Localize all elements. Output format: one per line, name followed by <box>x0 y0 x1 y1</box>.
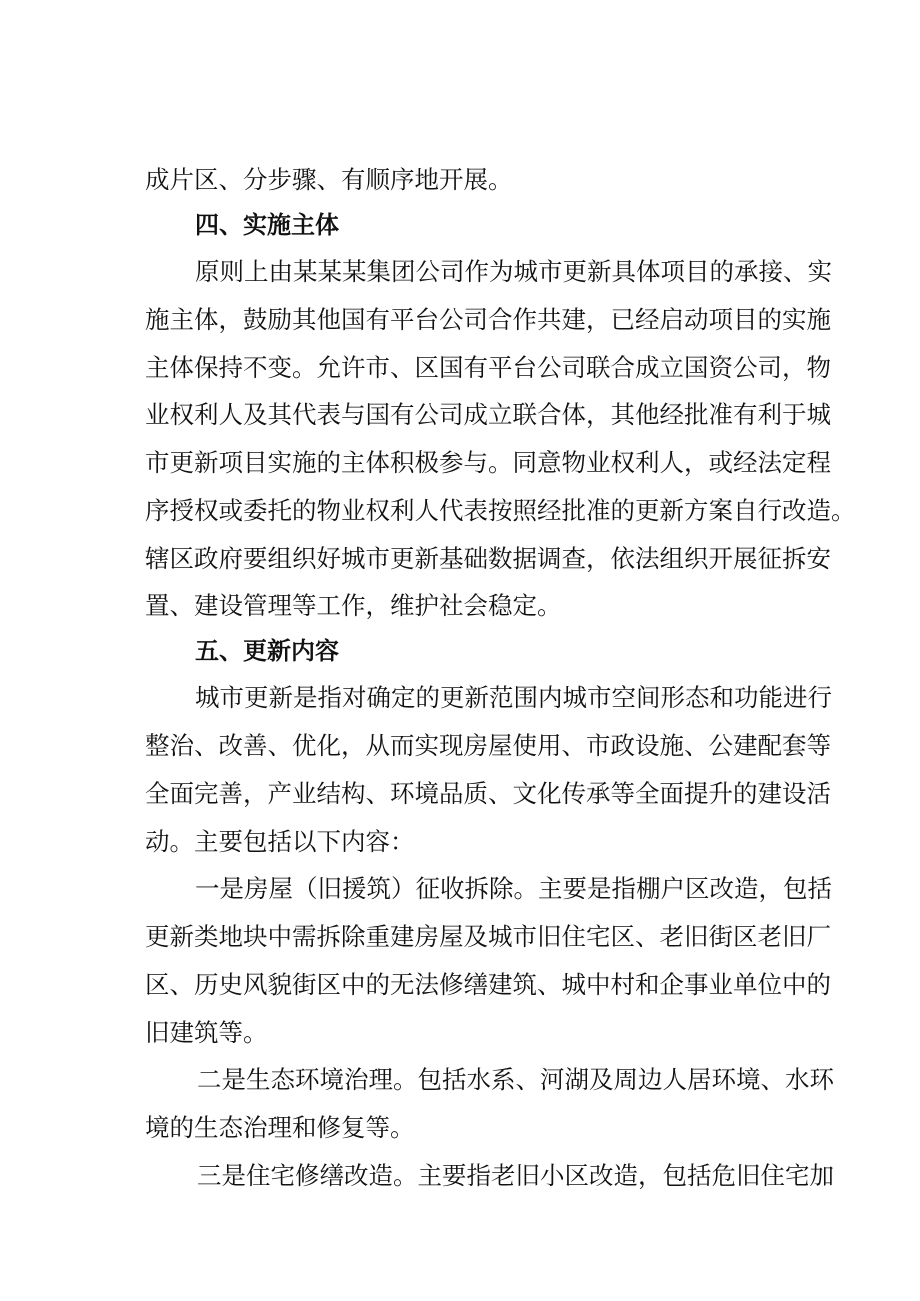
paragraph-line: 整治、改善、优化，从而实现房屋使用、市政设施、公建配套等 <box>145 731 831 760</box>
section-heading-implementing-body: 四、实施主体 <box>195 211 339 239</box>
paragraph-line: 成片区、分步骤、有顺序地开展。 <box>145 165 513 194</box>
paragraph-line: 业权利人及其代表与国有公司成立联合体，其他经批准有利于城 <box>145 400 831 429</box>
paragraph-line: 一是房屋（旧援筑）征收拆除。主要是指棚户区改造，包括 <box>195 874 832 903</box>
paragraph-line: 主体保持不变。允许市、区国有平台公司联合成立国资公司，物 <box>145 353 831 382</box>
paragraph-line: 境的生态治理和修复等。 <box>145 1113 415 1142</box>
paragraph-line: 二是生态环境治理。包括水系、河湖及周边人居环境、水环 <box>197 1065 834 1094</box>
paragraph-line: 序授权或委托的物业权利人代表按照经批准的更新方案自行改造。 <box>145 496 856 525</box>
paragraph-line: 城市更新是指对确定的更新范围内城市空间形态和功能进行 <box>195 683 832 712</box>
paragraph-line: 置、建设管理等工作，维护社会稳定。 <box>145 591 562 620</box>
paragraph-line: 全面完善，产业结构、环境品质、文化传承等全面提升的建设活 <box>145 779 831 808</box>
paragraph-line: 旧建筑等。 <box>145 1018 268 1047</box>
paragraph-line: 动。主要包括以下内容： <box>145 827 415 856</box>
paragraph-line: 原则上由某某某集团公司作为城市更新具体项目的承接、实 <box>195 257 832 286</box>
paragraph-line: 施主体，鼓励其他国有平台公司合作共建，已经启动项目的实施 <box>145 305 831 334</box>
paragraph-line: 市更新项目实施的主体积极参与。同意物业权利人，或经法定程 <box>145 448 831 477</box>
paragraph-line: 更新类地块中需拆除重建房屋及城市旧住宅区、老旧街区老旧厂 <box>145 922 831 951</box>
paragraph-line: 三是住宅修缮改造。主要指老旧小区改造，包括危旧住宅加 <box>197 1161 834 1190</box>
paragraph-line: 区、历史风貌街区中的无法修缮建筑、城中村和企事业单位中的 <box>145 970 831 999</box>
section-heading-update-content: 五、更新内容 <box>195 637 339 665</box>
paragraph-line: 辖区政府要组织好城市更新基础数据调查，依法组织开展征拆安 <box>145 544 831 573</box>
